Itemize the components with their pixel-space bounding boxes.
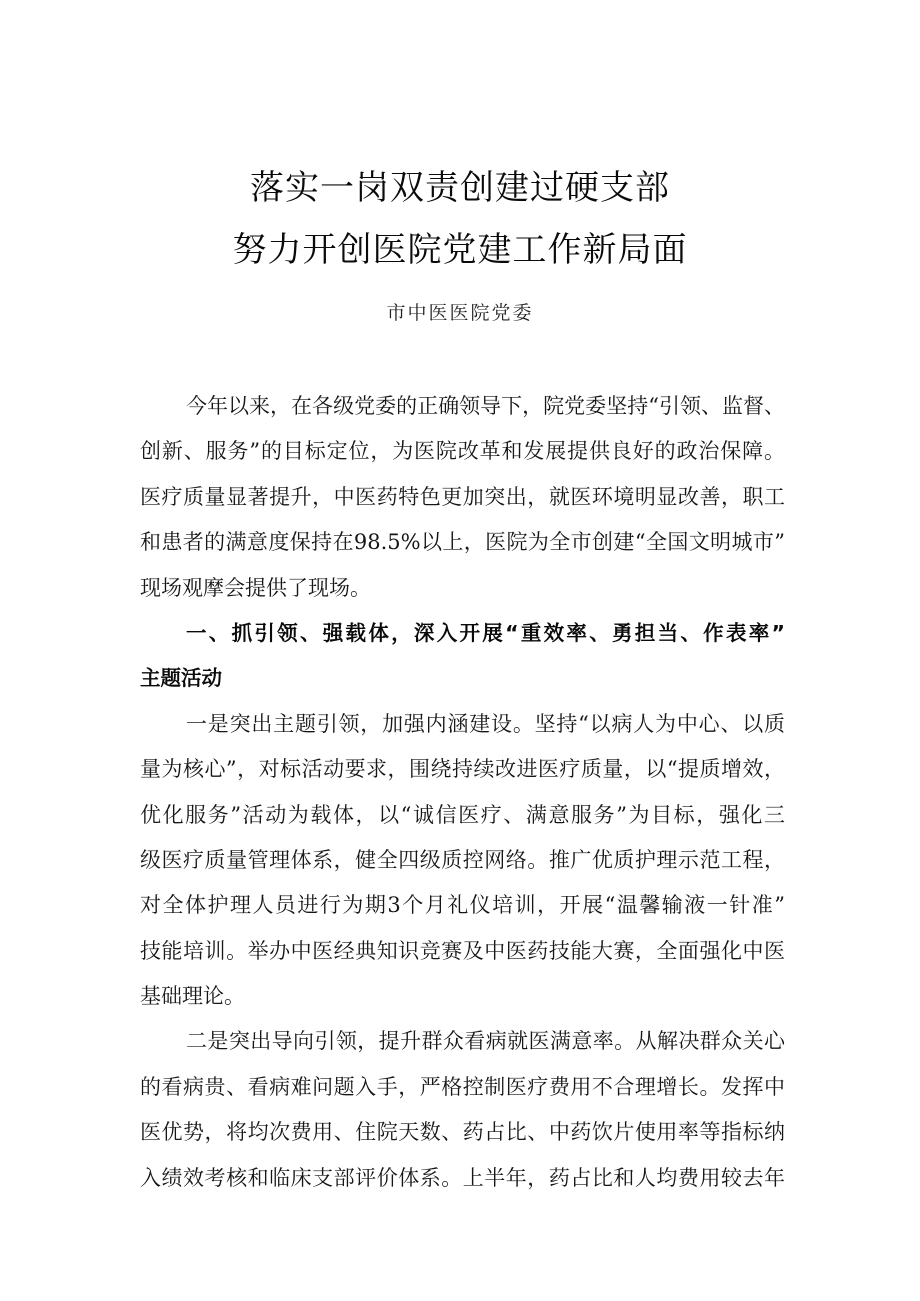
text-line: 对全体护理人员进行为期3个月礼仪培训，开展“温馨输液一针准” bbox=[140, 893, 785, 918]
text-line: 医疗质量显著提升，中医药特色更加突出，就医环境明显改善，职工 bbox=[140, 484, 785, 509]
text-line: 入绩效考核和临床支部评价体系。上半年，药占比和人均费用较去年 bbox=[140, 1165, 785, 1190]
document-author: 市中医医院党委 bbox=[386, 302, 534, 324]
text-line: 量为核心”，对标活动要求，围绕持续改进医疗质量，以“提质增效， bbox=[140, 757, 785, 782]
text-line: 技能培训。举办中医经典知识竞赛及中医药技能大赛，全面强化中医 bbox=[140, 938, 785, 963]
text-line: 创新、服务”的目标定位，为医院改革和发展提供良好的政治保障。 bbox=[140, 439, 785, 464]
text-line: 二是突出导向引领，提升群众看病就医满意率。从解决群众关心 bbox=[186, 1029, 785, 1054]
paragraph bbox=[140, 384, 785, 611]
text-line: 级医疗质量管理体系，健全四级质控网络。推广优质护理示范工程， bbox=[140, 847, 785, 872]
section-heading bbox=[140, 611, 785, 702]
text-line: 的看病贵、看病难问题入手，严格控制医疗费用不合理增长。发挥中 bbox=[140, 1074, 785, 1099]
heading-line: 一、抓引领、强载体，深入开展“重效率、勇担当、作表率” bbox=[186, 620, 785, 645]
document-body bbox=[140, 384, 785, 1201]
document-title-line-1: 落实一岗双责创建过硬支部 bbox=[250, 168, 670, 208]
text-line: 优化服务”活动为载体，以“诚信医疗、满意服务”为目标，强化三 bbox=[140, 802, 785, 827]
text-line: 现场观摩会提供了现场。 bbox=[140, 575, 371, 600]
text-line: 今年以来，在各级党委的正确领导下，院党委坚持“引领、监督、 bbox=[186, 394, 785, 418]
text-line: 基础理论。 bbox=[140, 984, 245, 1009]
text-line: 一是突出主题引领，加强内涵建设。坚持“以病人为中心、以质 bbox=[186, 711, 785, 736]
paragraph bbox=[140, 702, 785, 1020]
heading-line: 主题活动 bbox=[140, 666, 222, 691]
text-line: 医优势，将均次费用、住院天数、药占比、中药饮片使用率等指标纳 bbox=[140, 1120, 785, 1145]
text-line: 和患者的满意度保持在98.5%以上，医院为全市创建“全国文明城市” bbox=[140, 530, 785, 555]
document-title-line-2: 努力开创医院党建工作新局面 bbox=[232, 230, 688, 270]
paragraph bbox=[140, 1019, 785, 1201]
